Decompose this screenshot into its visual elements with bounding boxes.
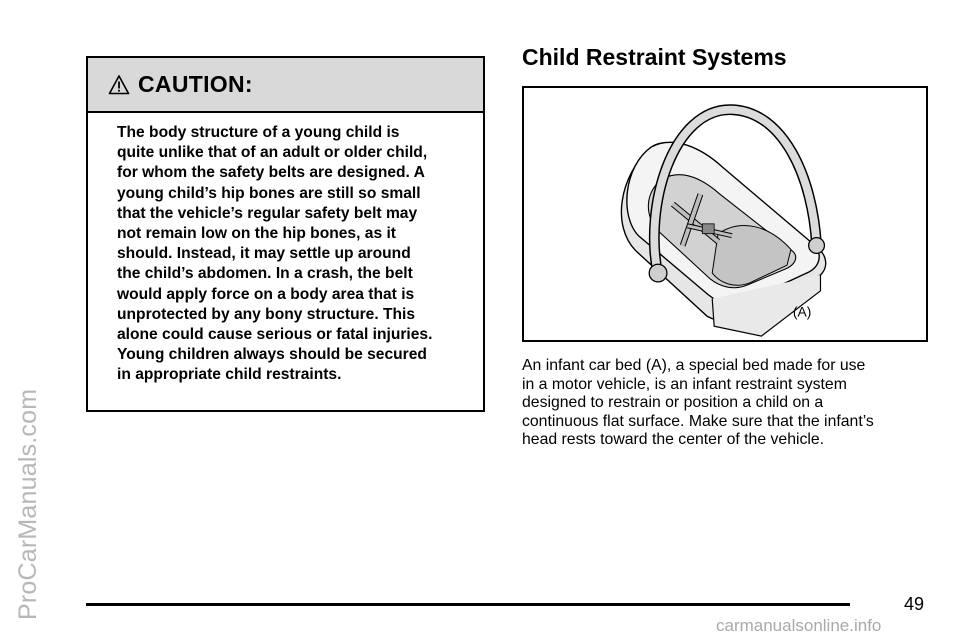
warning-triangle-icon xyxy=(108,74,130,96)
infant-car-bed-illustration xyxy=(524,88,926,340)
description-line: head rests toward the center of the vehicle. xyxy=(522,431,825,449)
caution-box xyxy=(86,56,485,412)
caution-line: unprotected by any bony structure. This xyxy=(117,305,416,323)
description-line: An infant car bed (A), a special bed made for use xyxy=(522,357,866,374)
caution-line: alone could cause serious or fatal injuries. xyxy=(117,326,433,344)
caution-title: CAUTION: xyxy=(138,71,253,97)
caution-line: in appropriate child restraints. xyxy=(117,366,342,384)
section-description xyxy=(522,357,874,450)
description-line: continuous flat surface. Make sure that the infant’s xyxy=(522,412,874,430)
figure-label-a: (A) xyxy=(792,304,812,320)
caution-line: young child’s hip bones are still so small xyxy=(117,184,421,202)
caution-line: not remain low on the hip bones, as it xyxy=(117,225,396,243)
caution-line: should. Instead, it may settle up around xyxy=(117,245,411,263)
page-number: 49 xyxy=(904,594,925,614)
caution-line: quite unlike that of an adult or older child, xyxy=(117,144,428,162)
description-line: designed to restrain or position a child on a xyxy=(522,394,824,412)
footer-site-text: carmanualsonline.info xyxy=(716,616,882,635)
caution-line: The body structure of a young child is xyxy=(117,124,400,141)
caution-header xyxy=(88,58,483,113)
watermark-text: ProCarManuals.com xyxy=(14,388,42,620)
infant-car-bed-figure xyxy=(522,86,928,342)
caution-line: that the vehicle’s regular safety belt may xyxy=(117,204,418,222)
footer-rule xyxy=(86,603,850,606)
caution-line: the child’s abdomen. In a crash, the belt xyxy=(117,265,413,283)
description-line: in a motor vehicle, is an infant restraint system xyxy=(522,375,847,393)
caution-line: for whom the safety belts are designed. A xyxy=(117,164,425,182)
caution-body xyxy=(88,113,483,386)
caution-line: would apply force on a body area that is xyxy=(117,285,415,303)
section-title: Child Restraint Systems xyxy=(522,44,787,70)
caution-line: Young children always should be secured xyxy=(117,346,427,364)
